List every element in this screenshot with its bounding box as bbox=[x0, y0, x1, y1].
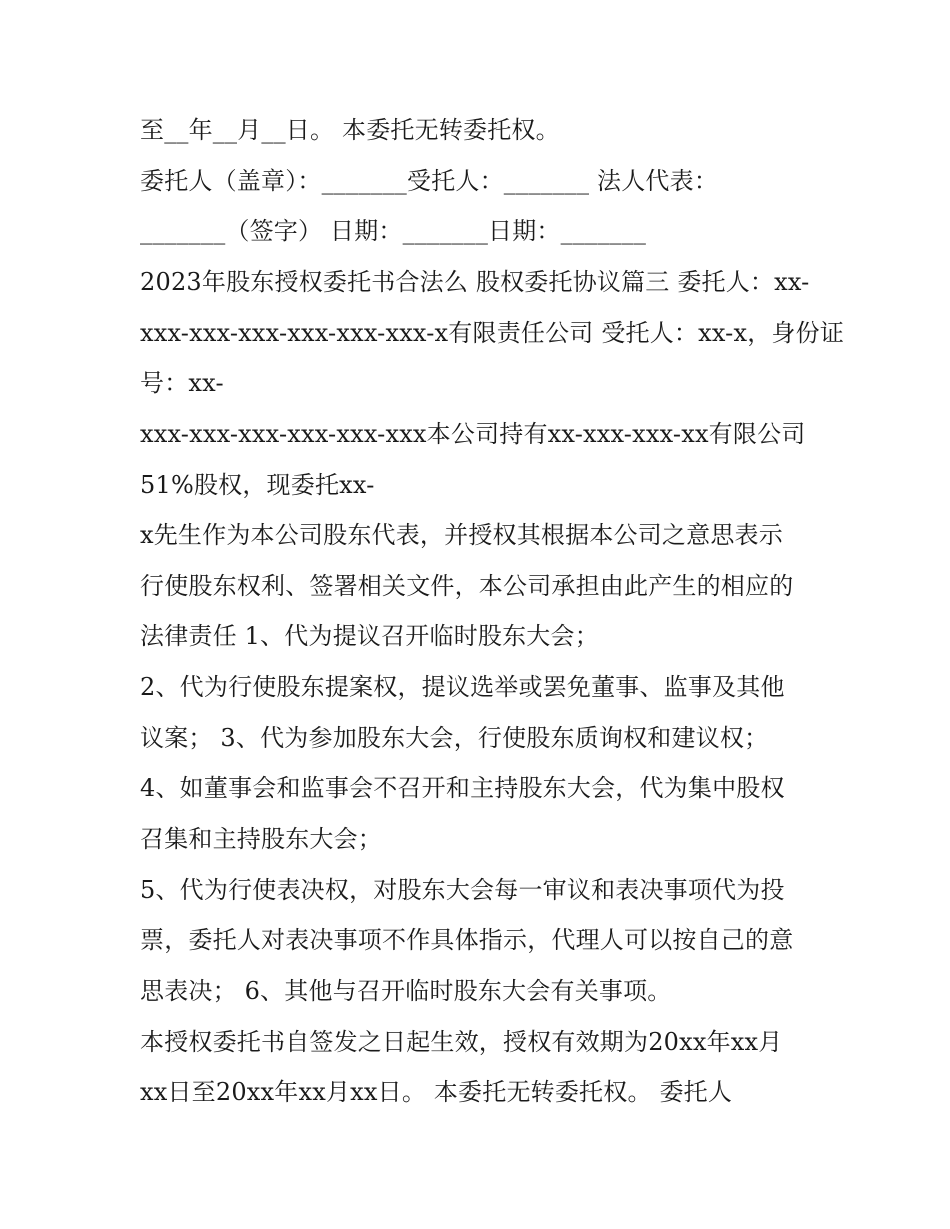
text-line: x先生作为本公司股东代表，并授权其根据本公司之意思表示 bbox=[140, 521, 783, 549]
text-line: xxx-xxx-xxx-xxx-xxx-xxx-x有限责任公司 受托人：xx-x，身份证 bbox=[140, 319, 845, 347]
text-line: 5、代为行使表决权，对股东大会每一审议和表决事项代为投 bbox=[140, 876, 785, 904]
text-line: 召集和主持股东大会； bbox=[140, 825, 382, 853]
text-line: 思表决； 6、其他与召开临时股东大会有关事项。 bbox=[140, 977, 672, 1005]
text-line: 51%股权，现委托xx- bbox=[140, 471, 375, 499]
text-line: 委托人（盖章）：_______受托人：_______ 法人代表： bbox=[140, 167, 719, 195]
text-line: _______（签字） 日期：_______日期：_______ bbox=[140, 217, 647, 245]
text-line: 法律责任 1、代为提议召开临时股东大会； bbox=[140, 622, 599, 650]
text-line: 4、如董事会和监事会不召开和主持股东大会，代为集中股权 bbox=[140, 774, 785, 802]
text-line: xx日至20xx年xx月xx日。 本委托无转委托权。 委托人 bbox=[140, 1078, 733, 1106]
text-line: 至__年__月__日。 本委托无转委托权。 bbox=[140, 116, 560, 144]
text-line: 行使股东权利、签署相关文件，本公司承担由此产生的相应的 bbox=[140, 572, 794, 600]
text-line: 号：xx- bbox=[140, 369, 224, 397]
text-line: 议案； 3、代为参加股东大会，行使股东质询权和建议权； bbox=[140, 724, 769, 752]
text-line: 本授权委托书自签发之日起生效，授权有效期为20xx年xx月 bbox=[140, 1028, 783, 1056]
text-line: 2、代为行使股东提案权，提议选举或罢免董事、监事及其他 bbox=[140, 673, 785, 701]
text-line: xxx-xxx-xxx-xxx-xxx-xxx本公司持有xx-xxx-xxx-xx有限公司 bbox=[140, 420, 806, 448]
text-line: 2023年股东授权委托书合法么 股权委托协议篇三 委托人：xx- bbox=[140, 268, 810, 296]
text-line: 票，委托人对表决事项不作具体指示，代理人可以按自己的意 bbox=[140, 926, 794, 954]
